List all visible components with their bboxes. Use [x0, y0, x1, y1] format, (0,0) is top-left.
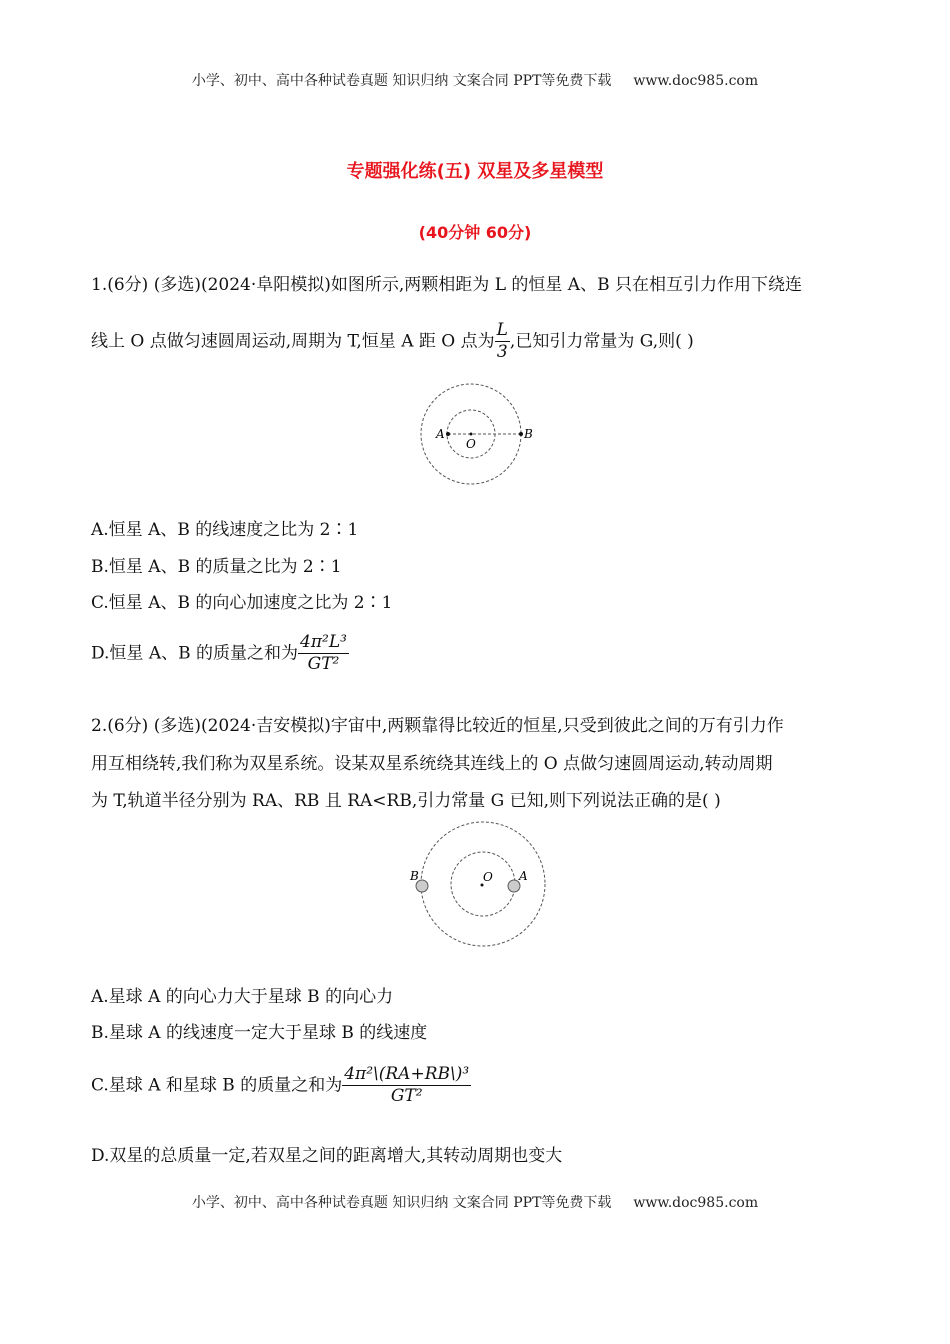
q2-stem-line1: 2.(6分) (多选)(2024·吉安模拟)宇宙中,两颗靠得比较近的恒星,只受到彼此之间的万有引力作 [91, 716, 784, 736]
header-url[interactable]: www.doc985.com [633, 73, 759, 89]
q1-option-d: D.恒星 A、B 的质量之和为 $\frac{\text{4π²L³}}{\text{GT²}}$ [91, 632, 347, 675]
q2-option-c: C.星球 A 和星球 B 的质量之和为 $\frac{\text{4π²\textbackslash{}(RA+RB\textbackslash{})³}}{\text{GT²}}$ [91, 1064, 470, 1107]
q1-option-b: B.恒星 A、B 的质量之比为 2∶1 [91, 557, 342, 577]
label-O: O [466, 437, 476, 451]
label-B: B [524, 427, 533, 441]
q1-option-a: A.恒星 A、B 的线速度之比为 2∶1 [91, 520, 359, 540]
header-text: 小学、初中、高中各种试卷真题 知识归纳 文案合同 PPT等免费下载 [191, 73, 612, 89]
q2-figure [405, 818, 555, 948]
page-title: 专题强化练(五) 双星及多星模型 [346, 161, 604, 182]
footer-text: 小学、初中、高中各种试卷真题 知识归纳 文案合同 PPT等免费下载 [191, 1195, 612, 1211]
q1-option-c: C.恒星 A、B 的向心加速度之比为 2∶1 [91, 593, 393, 613]
label-O: O [483, 870, 493, 884]
q1-figure [418, 383, 533, 487]
fraction-L-over-3: $\frac{L}{3}$ [496, 320, 508, 363]
time-score: (40分钟 60分) [418, 223, 532, 242]
label-B: B [410, 869, 419, 883]
q2-option-a: A.星球 A 的向心力大于星球 B 的向心力 [91, 987, 394, 1007]
label-A: A [519, 869, 528, 883]
label-A: A [436, 427, 445, 441]
q2-stem-line3: 为 T,轨道半径分别为 RA、RB 且 RA<RB,引力常量 G 已知,则下列说法正确的是( ) [91, 791, 721, 811]
page-header [0, 70, 950, 90]
q2-stem-line2: 用互相绕转,我们称为双星系统。设某双星系统绕其连线上的 O 点做匀速圆周运动,转动周期 [91, 754, 773, 774]
q1-stem-line2: 线上 O 点做匀速圆周运动,周期为 T,恒星 A 距 O 点为 $\frac{L}{3}$ ,已知引力常量为 G,则( ) [91, 320, 694, 363]
q1-stem-line1: 1.(6分) (多选)(2024·阜阳模拟)如图所示,两颗相距为 L 的恒星 A、B 只在相互引力作用下绕连 [91, 275, 802, 295]
footer-url[interactable]: www.doc985.com [633, 1195, 759, 1211]
q2-option-b: B.星球 A 的线速度一定大于星球 B 的线速度 [91, 1023, 428, 1043]
page-footer [0, 1192, 950, 1212]
q2-option-d: D.双星的总质量一定,若双星之间的距离增大,其转动周期也变大 [91, 1146, 563, 1166]
